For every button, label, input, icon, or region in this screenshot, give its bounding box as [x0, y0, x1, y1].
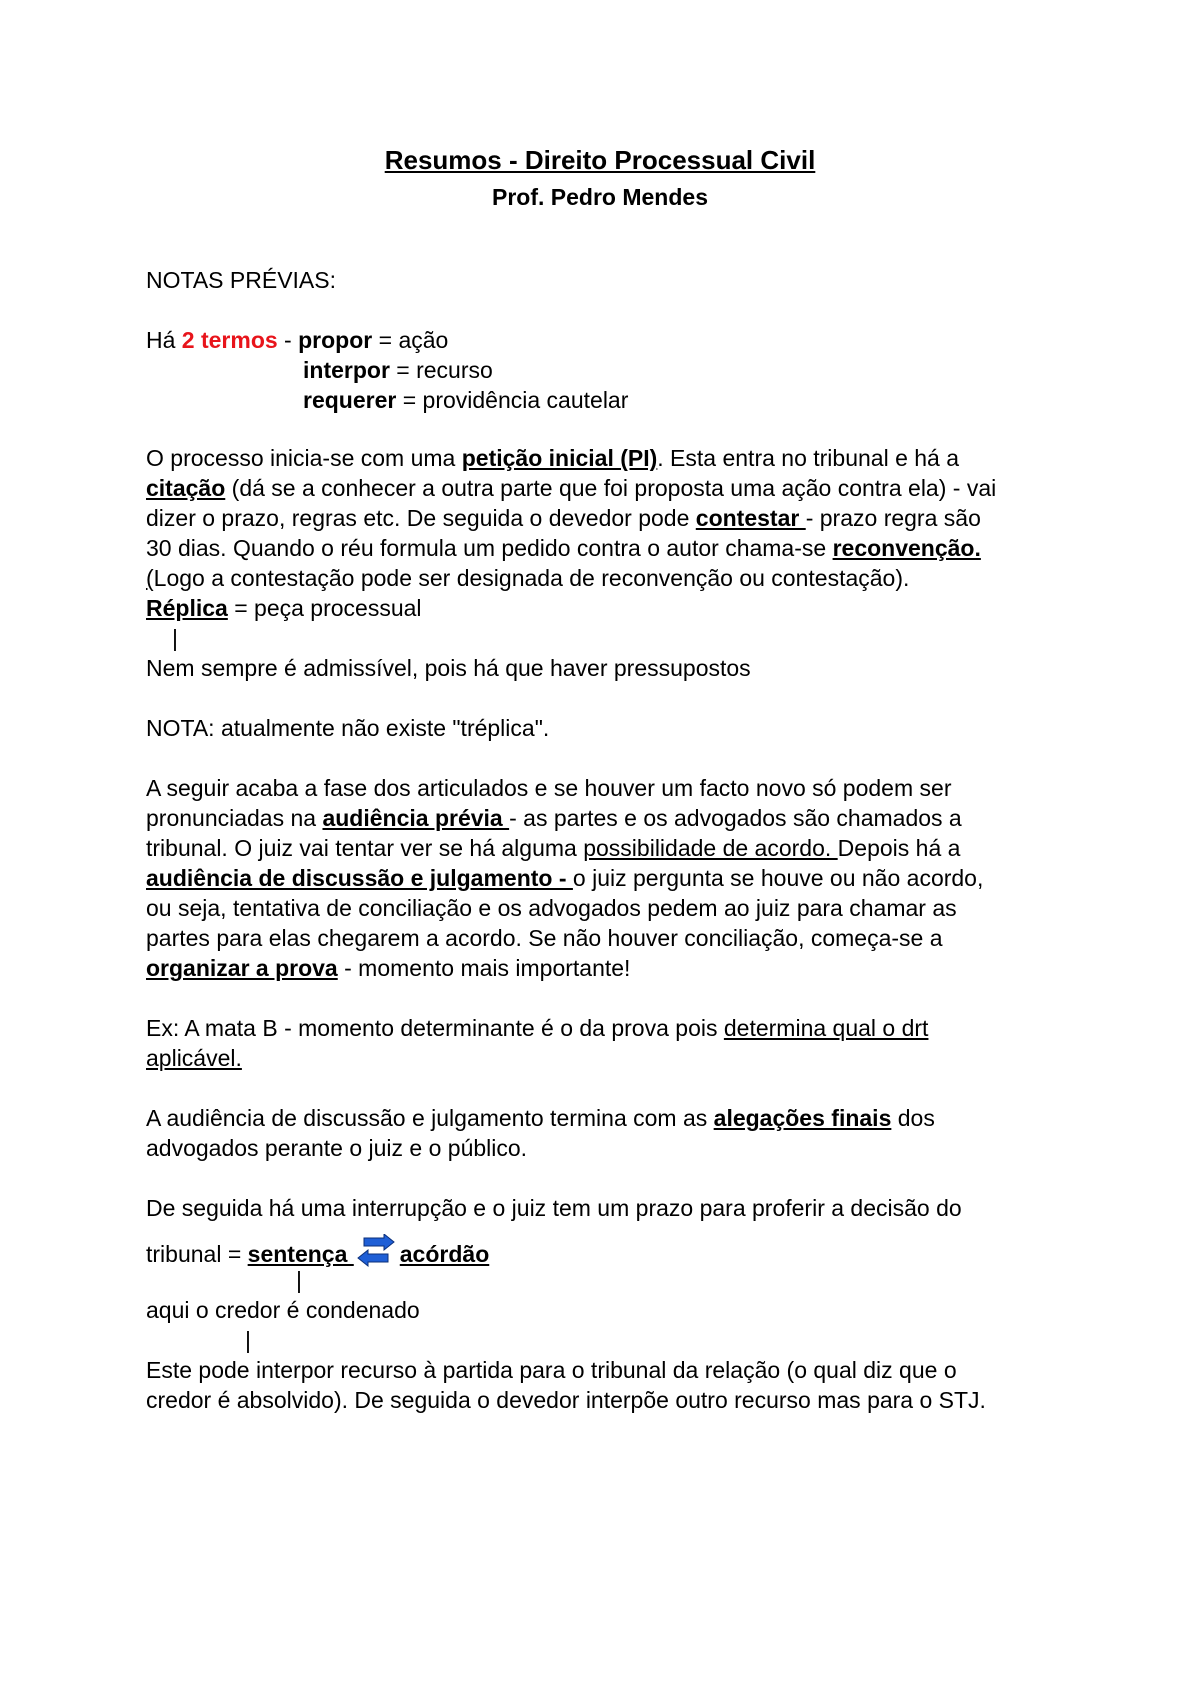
p4-line-5: credor é absolvido). De seguida o devedor interpõe outro recurso mas para o STJ. — [146, 1387, 986, 1413]
termos-sep: - — [277, 327, 299, 353]
p2-line-3 — [146, 833, 960, 863]
termos-line-1 — [146, 325, 448, 355]
term-organizar-prova: organizar a prova — [146, 955, 338, 981]
term-determina-drt: determina qual o drt — [723, 1015, 929, 1041]
term-audiencia-previa: audiência prévia — [322, 805, 510, 831]
term-audiencia-discussao: audiência de discussão e julgamento - — [146, 865, 573, 891]
text-span: . Esta entra no tribunal e há a — [657, 445, 960, 471]
p4-line-1: De seguida há uma interrupção e o juiz tem um prazo para proferir a decisão do — [146, 1195, 962, 1221]
p2-line-7 — [146, 953, 630, 983]
text-span: pronunciadas na — [146, 805, 323, 831]
text-span: Ex: A mata B - momento determinante é o da prova pois — [146, 1015, 724, 1041]
text-span: Logo a contestação pode ser designada de reconvenção ou contestação). — [153, 565, 910, 591]
p4-line-3: aqui o credor é condenado — [146, 1297, 420, 1323]
term-requerer-def: = providência cautelar — [396, 387, 629, 413]
text-span: dizer o prazo, regras etc. De seguida o devedor pode — [146, 505, 696, 531]
connector-pipe: | — [172, 625, 178, 651]
p2-line-6: partes para elas chegarem a acordo. Se não houver conciliação, começa-se a — [146, 925, 943, 951]
ex-line-2 — [146, 1043, 242, 1073]
p4-line-2 — [146, 1234, 489, 1275]
p1-line-4 — [146, 533, 981, 563]
connector-pipe-3: | — [245, 1327, 251, 1353]
text-span: Depois há a — [837, 835, 961, 861]
text-span: - as partes e os advogados são chamados a — [509, 805, 962, 831]
term-reconvencao: reconvenção. — [832, 535, 981, 561]
text-span: (dá se a conhecer a outra parte que foi proposta uma ação contra ela) - vai — [225, 475, 997, 501]
term-contestar: contestar — [695, 505, 806, 531]
document-author: Prof. Pedro Mendes — [492, 184, 708, 210]
termos-prefix: Há — [146, 327, 182, 353]
p3-line-2: advogados perante o juiz e o público. — [146, 1135, 528, 1161]
text-span: - prazo regra são — [805, 505, 981, 531]
p1-line-1 — [146, 443, 959, 473]
connector-pipe-2: | — [296, 1267, 302, 1293]
text-span: - momento mais importante! — [337, 955, 631, 981]
bidirectional-arrow-icon — [356, 1234, 396, 1275]
termos-line-3 — [303, 385, 628, 415]
text-span: tribunal. O juiz vai tentar ver se há alguma — [146, 835, 584, 861]
ex-line-1 — [146, 1013, 928, 1043]
term-propor: propor — [298, 327, 373, 353]
text-span: ( — [146, 565, 154, 591]
p4-line-4: Este pode interpor recurso à partida para o tribunal da relação (o qual diz que o — [146, 1357, 957, 1383]
term-sentenca: sentença — [247, 1241, 354, 1267]
p1-line-5 — [146, 563, 909, 593]
p3-line-1 — [146, 1103, 935, 1133]
term-interpor-def: = recurso — [389, 357, 493, 383]
term-requerer: requerer — [303, 387, 397, 413]
p1-line-3 — [146, 503, 981, 533]
term-peticao-inicial: petição inicial (PI) — [461, 445, 658, 471]
p2-line-5: ou seja, tentativa de conciliação e os advogados pedem ao juiz para chamar as — [146, 895, 957, 921]
text-span: 30 dias. Quando o réu formula um pedido contra o autor chama-se — [146, 535, 833, 561]
p2-line-2 — [146, 803, 962, 833]
term-acordao: acórdão — [399, 1241, 490, 1267]
termos-highlight: 2 termos — [181, 327, 278, 353]
p2-line-4 — [146, 863, 983, 893]
text-span: O processo inicia-se com uma — [146, 445, 462, 471]
term-citacao: citação — [146, 475, 226, 501]
term-propor-def: = ação — [372, 327, 449, 353]
text-span: dos — [891, 1105, 935, 1131]
p1-line-8: Nem sempre é admissível, pois há que haver pressupostos — [146, 655, 751, 681]
text-span: tribunal = — [146, 1241, 248, 1267]
term-alegacoes-finais: alegações finais — [713, 1105, 892, 1131]
termos-line-2 — [303, 355, 493, 385]
p1-line-2 — [146, 473, 996, 503]
document-title: Resumos - Direito Processual Civil — [384, 145, 816, 175]
notas-previas-heading: NOTAS PRÉVIAS: — [146, 267, 337, 293]
term-replica: Réplica — [146, 595, 228, 621]
term-interpor: interpor — [303, 357, 390, 383]
text-span: aplicável. — [146, 1045, 242, 1071]
p2-line-1: A seguir acaba a fase dos articulados e se houver um facto novo só podem ser — [146, 775, 952, 801]
text-span: = peça processual — [227, 595, 422, 621]
term-possibilidade-acordo: possibilidade de acordo. — [583, 835, 838, 861]
text-span: A audiência de discussão e julgamento termina com as — [146, 1105, 714, 1131]
nota-line: NOTA: atualmente não existe "tréplica". — [146, 715, 550, 741]
p1-line-6 — [146, 593, 422, 623]
text-span: o juiz pergunta se houve ou não acordo, — [572, 865, 984, 891]
